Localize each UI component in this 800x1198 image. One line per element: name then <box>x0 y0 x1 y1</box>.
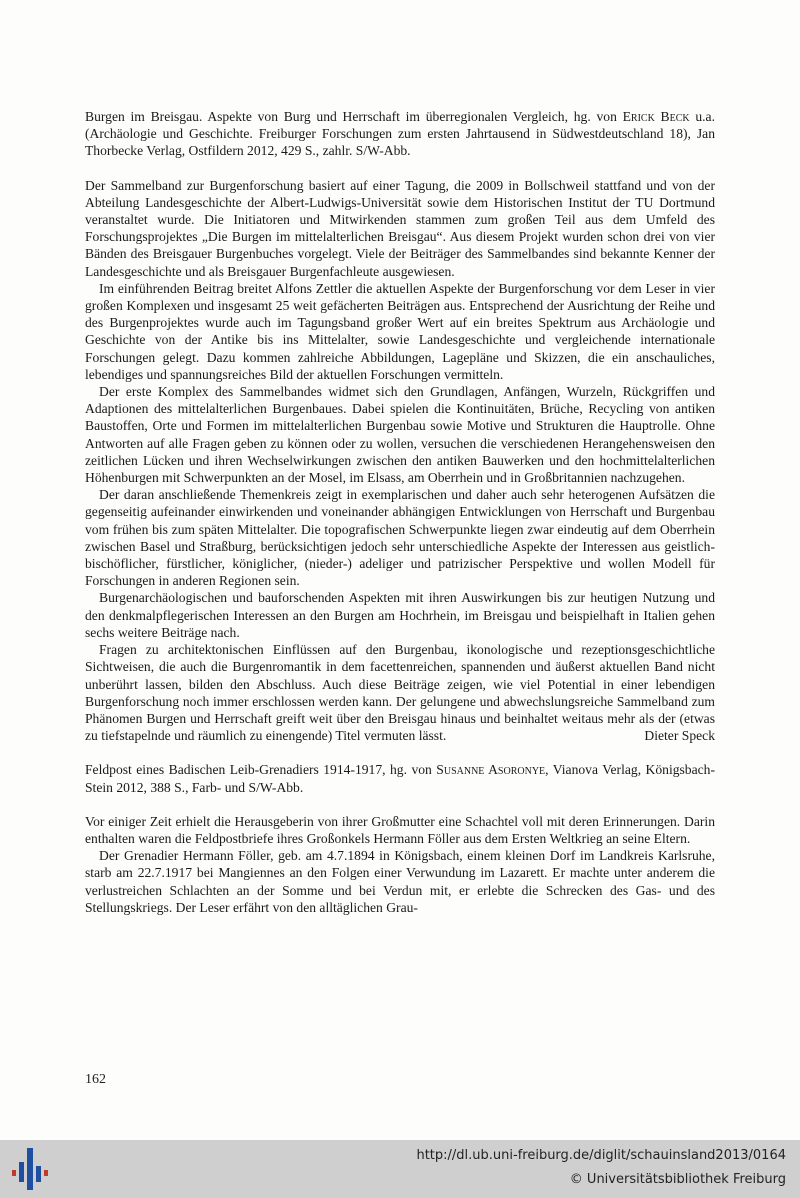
review-paragraph-last <box>85 641 715 744</box>
review-2-reference <box>85 761 715 795</box>
review-paragraph: Burgenarchäologischen und bauforschenden Aspekten mit ihren Auswirkungen bis zur heutigen Nutzung und den denkmalpflegerischen Interessen an den Burgen am Hochrhein, im Breisgau und beispielhaft in Italien gehen sechs weitere Beiträge nach. <box>85 590 715 640</box>
review-1-reference <box>85 108 715 160</box>
editor-name: Erick Beck <box>622 109 690 124</box>
page-text <box>85 108 715 916</box>
reviewer-signature: Dieter Speck <box>644 728 715 744</box>
reference-text: u.a. (Archäologie und Geschichte. Freiburger Forschungen zum ersten Jahrtausend in Südwestdeutschland 18), Jan Thorbecke Verlag, Ostfildern 2012, 429 S., zahlr. S/W-Abb. <box>85 109 715 159</box>
page-number: 162 <box>85 1072 106 1087</box>
reference-text: , Vianova Verlag, Königsbach-Stein 2012, 388 S., Farb- und S/W-Abb. <box>85 762 716 795</box>
editor-name: Susanne Asoronye <box>436 762 546 778</box>
review-paragraph: Im einführenden Beitrag breitet Alfons Zettler die aktuellen Aspekte der Burgenforschung vor dem Leser in vier großen Komplexen und insgesamt 25 weit gefächerten Beiträgen aus. Entsprechend der Ausrichtung der Reihe und des Burgenprojektes wurde auch im Tagungsband großer Wert auf ein breites Spektrum aus Archäologie und Geschichte von der Antike bis ins Mittelalter, sowie Landesgeschichte und vergleichende internationale Forschungen gelegt. Dazu kommen zahlreiche Abbildungen, Lagepläne und Skizzen, die ein anschauliches, lebendiges und spannungsreiches Bild der aktuellen Forschungen vermitteln. <box>85 280 715 382</box>
review-paragraph: Der erste Komplex des Sammelbandes widmet sich den Grundlagen, Anfängen, Wurzeln, Rückgriffen und Adaptionen des mittelalterlichen Burgenbaues. Dabei spielen die Kontinuitäten, Brüche, Recycling von antiken Baustoffen, Orte und Formen im mittelalterlichen Burgenbau sowie Motive und Strukturen die Hauptrolle. Ohne Antworten auf alle Fragen geben zu können oder zu wollen, versuchen die verschiedenen Herangehensweisen den zeitlichen Lücken und ihren Wechselwirkungen zwischen den antiken Bauwerken und den hochmittelalterlichen Höhenburgen mit Schwerpunkten an der Mosel, im Elsass, am Oberrhein und in Großbritannien nachzugehen. <box>85 384 715 486</box>
library-logo-icon <box>9 1146 55 1192</box>
review-paragraph: Der daran anschließende Themenkreis zeigt in exemplarischen und daher auch sehr heterogenen Aufsätzen die gegenseitig aufeinander einwirkenden und voneinander abhängigen Entwicklungen von Herrschaft und Burgenbau vom frühen bis zum späten Mittelalter. Die topografischen Schwerpunkte liegen zwar eindeutig auf dem Oberrhein zwischen Basel und Straßburg, berücksichtigen jedoch sehr unterschiedliche Aspekte der Interessen aus geistlich-bischöflicher, fürstlicher, königlicher, (nieder-) adeliger und patrizischer Perspektive und wollen Modell für Forschungen in anderen Regionen sein. <box>85 487 715 589</box>
review-paragraph-text: Fragen zu architektonischen Einflüssen auf den Burgenbau, ikonologische und rezeptionsgeschichtliche Sichtweisen, die auch die Burgenromantik in dem facettenreichen, spannenden und äußerst aktuellen Band nicht unberührt lassen, bilden den Abschluss. Auch diese Beiträge zeigen, wie viel Potential in einer lebendigen Burgenforschung noch immer erschlossen werden kann. Der gelungene und abwechslungsreiche Sammelband zum Phänomen Burgen und Herrschaft greift weit über den Breisgau hinaus und beinhaltet weitaus mehr als der (etwas zu tiefstapelnde und räumlich zu einengende) Titel vermuten lässt. <box>85 642 715 744</box>
review-paragraph: Der Sammelband zur Burgenforschung basiert auf einer Tagung, die 2009 in Bollschweil stattfand und von der Abteilung Landesgeschichte der Albert-Ludwigs-Universität sowie dem Historischen Institut der TU Dortmund veranstaltet wurde. Die Initiatoren und Mitwirkenden stammen zum großen Teil aus dem Umfeld des Forschungsprojektes „Die Burgen im mittelalterlichen Breisgau“. Aus diesem Projekt wurden schon drei von vier Bänden des Breisgauer Burgenbuches vorgelegt. Viele der Beiträger des Sammelbandes sind bekannte Kenner der Landesgeschichte und als Breisgauer Burgenfachleute ausgewiesen. <box>85 177 715 279</box>
reference-text: Feldpost eines Badischen Leib-Grenadiers 1914-1917, hg. von <box>85 762 437 778</box>
review-paragraph: Vor einiger Zeit erhielt die Herausgeberin von ihrer Großmutter eine Schachtel voll mit deren Erinnerungen. Darin enthalten waren die Feldpostbriefe ihres Großonkels Hermann Föller aus dem Ersten Weltkrieg an seine Eltern. <box>85 813 715 846</box>
review-paragraph: Der Grenadier Hermann Föller, geb. am 4.7.1894 in Königsbach, einem kleinen Dorf im Landkreis Karlsruhe, starb am 22.7.1917 bei Mangiennes an den Folgen einer Verwundung im Lazarett. Er machte unter anderem die verlustreichen Schlachten an der Somme und bei Verdun mit, er erlebte die Schrecken des Gas- und des Stellungskriegs. Der Leser erfährt von den alltäglichen Grau- <box>85 848 715 915</box>
source-url-link[interactable]: http://dl.ub.uni-freiburg.de/diglit/schauinsland2013/0164 <box>416 1148 786 1163</box>
copyright-notice: © Universitätsbibliothek Freiburg <box>569 1172 786 1187</box>
reference-text: Burgen im Breisgau. Aspekte von Burg und Herrschaft im überregionalen Vergleich, hg. von <box>85 109 623 124</box>
